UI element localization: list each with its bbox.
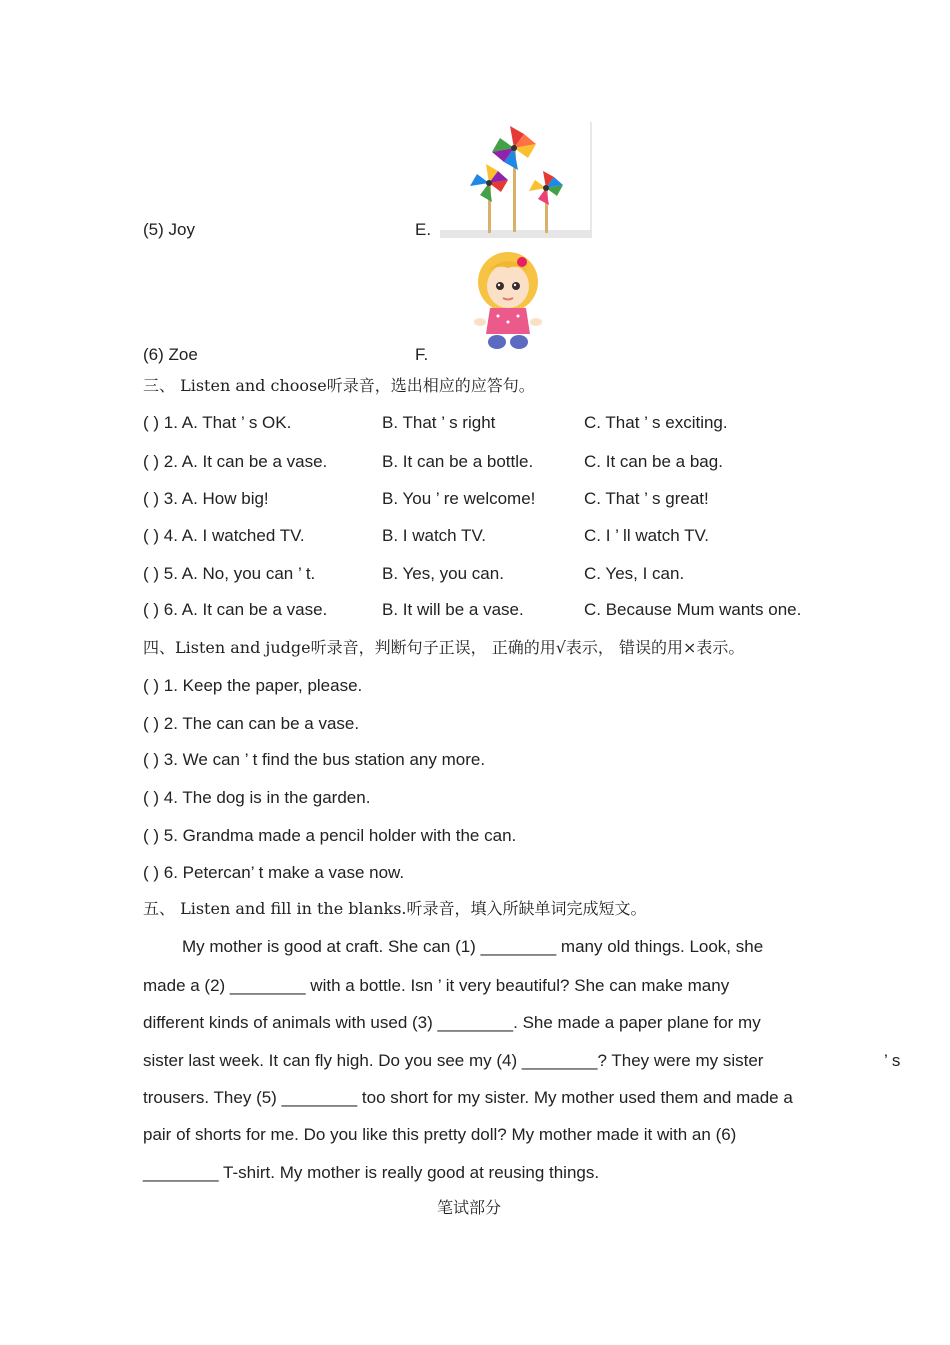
s3-q5-b: B. Yes, you can. <box>382 564 504 583</box>
s3-q2: ( ) 2. A. It can be a vase. <box>143 452 328 471</box>
s4-item-6: ( ) 6. Petercan’ t make a vase now. <box>143 863 405 882</box>
pinwheels-image <box>438 120 594 240</box>
s5-line-7: ________ T-shirt. My mother is really good at reusing things. <box>143 1163 600 1182</box>
pinwheel-right <box>529 171 563 205</box>
section3-heading: 三、 Listen and choose听录音，选出相应的应答句。 <box>143 376 535 395</box>
section4-heading: 四、Listen and judge听录音，判断句子正误， 正确的用√表示， 错误的用×表示。 <box>143 638 745 657</box>
pinwheel-top <box>492 126 536 170</box>
s3-q1: ( ) 1. A. That ’ s OK. <box>143 413 292 432</box>
match-left-6: (6) Zoe <box>143 345 198 364</box>
s5-line-5: trousers. They (5) ________ too short for my sister. My mother used them and made a <box>143 1088 793 1107</box>
s4-item-3: ( ) 3. We can ’ t find the bus station any more. <box>143 750 486 769</box>
s5-line-3: different kinds of animals with used (3) ________. She made a paper plane for my <box>143 1013 761 1032</box>
s5-line-1: My mother is good at craft. She can (1) ________ many old things. Look, she <box>182 937 764 956</box>
s3-q6: ( ) 6. A. It can be a vase. <box>143 600 328 619</box>
s3-q1-b: B. That ’ s right <box>382 413 496 432</box>
s5-line-4-suffix: ’ s <box>884 1051 901 1070</box>
s3-q6-b: B. It will be a vase. <box>382 600 524 619</box>
s3-q3: ( ) 3. A. How big! <box>143 489 269 508</box>
s5-line-6: pair of shorts for me. Do you like this pretty doll? My mother made it with an (6) <box>143 1125 737 1144</box>
s4-item-4: ( ) 4. The dog is in the garden. <box>143 788 371 807</box>
pinwheel-left <box>470 164 508 202</box>
s3-q2-c: C. It can be a bag. <box>584 452 723 471</box>
s4-item-5: ( ) 5. Grandma made a pencil holder with the can. <box>143 826 517 845</box>
s3-q4: ( ) 4. A. I watched TV. <box>143 526 305 545</box>
s5-line-2: made a (2) ________ with a bottle. Isn ’ it very beautiful? She can make many <box>143 976 730 995</box>
section5-heading: 五、 Listen and fill in the blanks.听录音，填入所缺单词完成短文。 <box>143 899 647 918</box>
match-letter-f: F. <box>415 345 429 364</box>
s3-q3-b: B. You ’ re welcome! <box>382 489 536 508</box>
match-letter-e: E. <box>415 220 432 239</box>
match-left-5: (5) Joy <box>143 220 195 239</box>
s3-q5: ( ) 5. A. No, you can ’ t. <box>143 564 316 583</box>
s4-item-2: ( ) 2. The can can be a vase. <box>143 714 360 733</box>
s3-q4-b: B. I watch TV. <box>382 526 486 545</box>
written-part-title: 笔试部分 <box>437 1198 502 1217</box>
doll-image <box>472 250 544 350</box>
s3-q1-c: C. That ’ s exciting. <box>584 413 728 432</box>
s3-q2-b: B. It can be a bottle. <box>382 452 534 471</box>
s3-q5-c: C. Yes, I can. <box>584 564 685 583</box>
s5-line-4: sister last week. It can fly high. Do you see my (4) ________? They were my sister <box>143 1051 764 1070</box>
s4-item-1: ( ) 1. Keep the paper, please. <box>143 676 363 695</box>
s3-q3-c: C. That ’ s great! <box>584 489 709 508</box>
s3-q6-c: C. Because Mum wants one. <box>584 600 802 619</box>
s3-q4-c: C. I ’ ll watch TV. <box>584 526 710 545</box>
